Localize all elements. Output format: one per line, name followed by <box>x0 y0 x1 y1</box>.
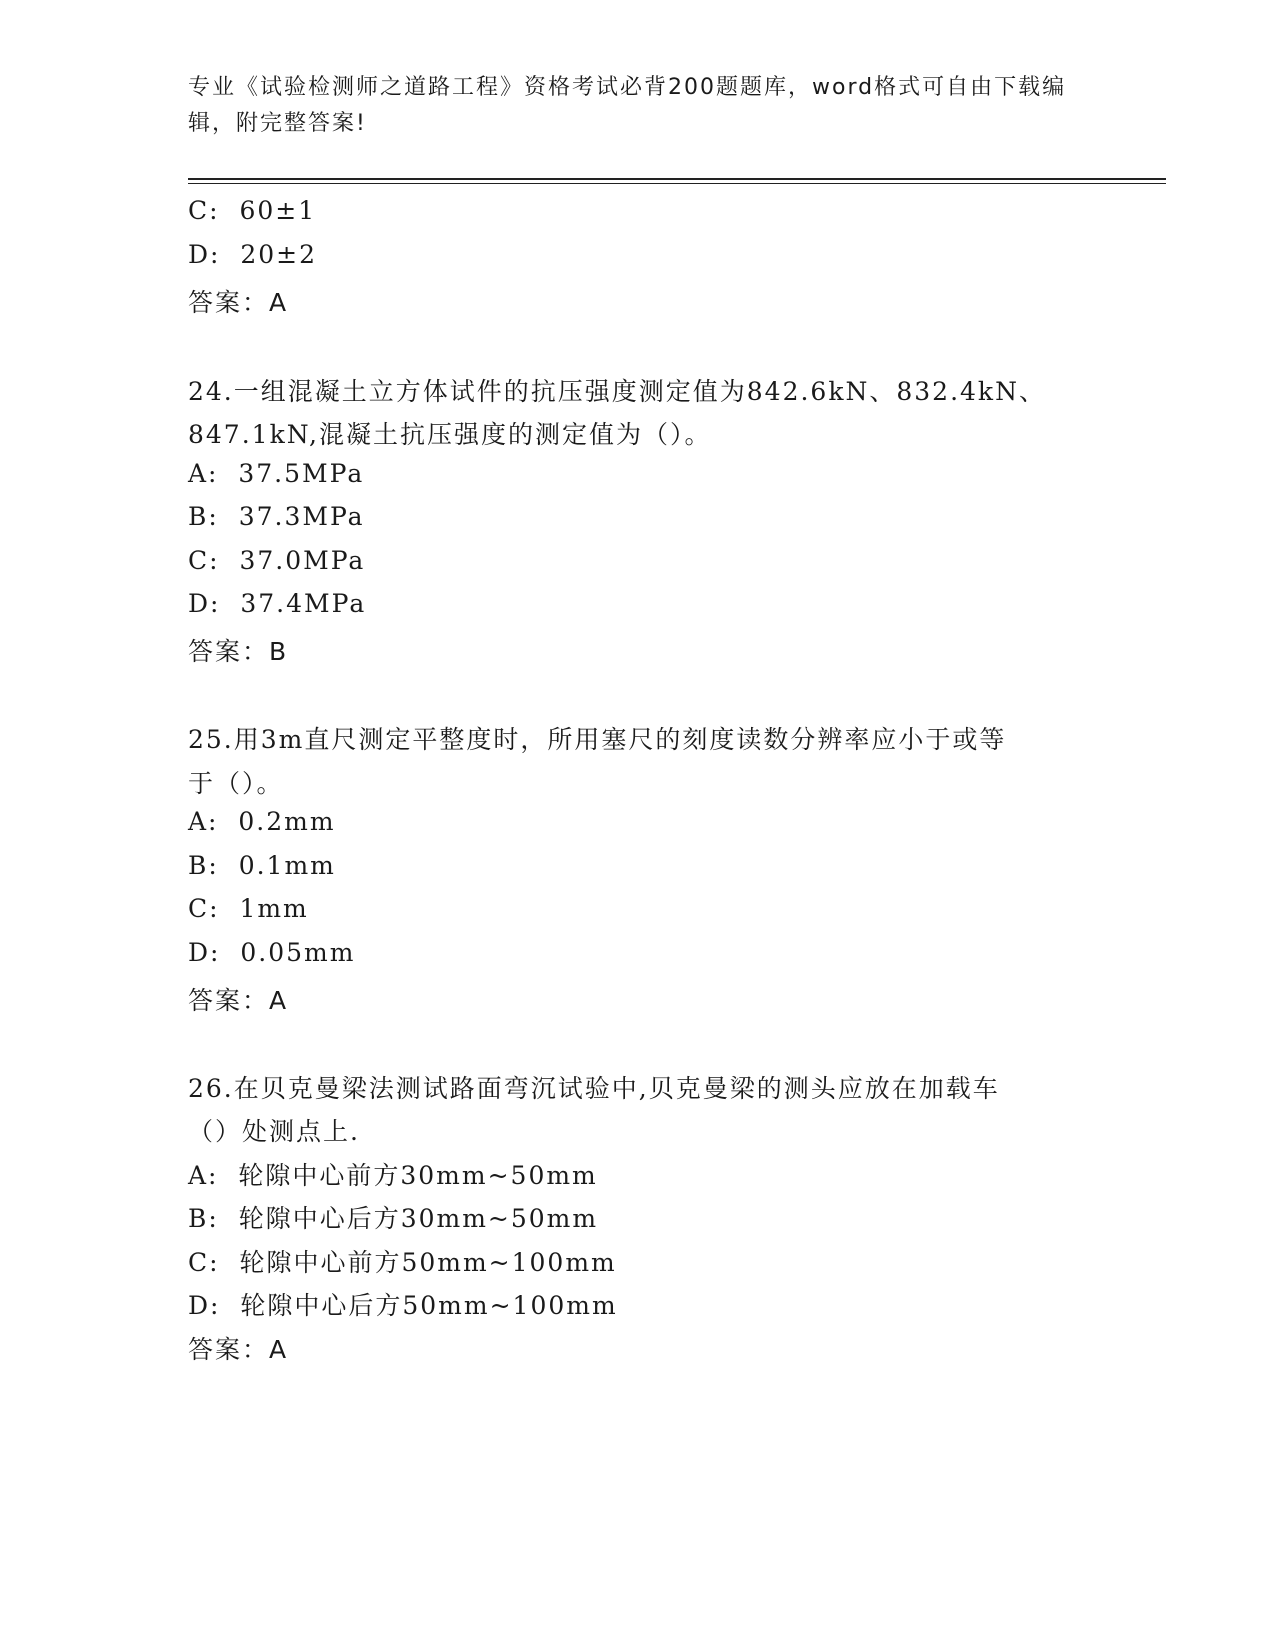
question-26-option-b: B: 轮隙中心后方30mm~50mm <box>188 1204 599 1233</box>
question-24-option-d: D: 37.4MPa <box>188 589 367 618</box>
question-24-option-c: C: 37.0MPa <box>188 546 366 575</box>
question-25-answer: 答案：A <box>188 986 289 1015</box>
question-24-text: 24.一组混凝土立方体试件的抗压强度测定值为842.6kN、832.4kN、 <box>188 377 1046 406</box>
question-25-option-a: A: 0.2mm <box>188 807 336 836</box>
question-26-option-d: D: 轮隙中心后方50mm~100mm <box>188 1291 618 1320</box>
question-25-text-cont: 于（）。 <box>188 769 284 798</box>
question-24-option-b: B: 37.3MPa <box>188 502 365 531</box>
option-c: C: 60±1 <box>188 196 317 225</box>
question-26-answer: 答案：A <box>188 1335 289 1364</box>
question-24-option-a: A: 37.5MPa <box>188 459 365 488</box>
question-26-text: 26.在贝克曼梁法测试路面弯沉试验中,贝克曼梁的测头应放在加载车 <box>188 1074 1000 1103</box>
question-24-text-cont: 847.1kN,混凝土抗压强度的测定值为（）。 <box>188 420 712 449</box>
question-26-option-c: C: 轮隙中心前方50mm~100mm <box>188 1248 617 1277</box>
question-24-answer: 答案：B <box>188 637 289 666</box>
answer-line: 答案：A <box>188 288 289 317</box>
header-divider-thin <box>188 183 1166 184</box>
question-25-option-b: B: 0.1mm <box>188 851 336 880</box>
question-25-option-d: D: 0.05mm <box>188 938 356 967</box>
option-d: D: 20±2 <box>188 240 318 269</box>
question-26-text-cont: （）处测点上. <box>188 1117 360 1146</box>
header-divider-thick <box>188 178 1166 180</box>
question-26-option-a: A: 轮隙中心前方30mm~50mm <box>188 1161 598 1190</box>
document-header: 专业《试验检测师之道路工程》资格考试必背200题题库，word格式可自由下载编辑，附完整答案! <box>188 75 1067 136</box>
question-25-option-c: C: 1mm <box>188 894 309 923</box>
question-25-text: 25.用3m直尺测定平整度时，所用塞尺的刻度读数分辨率应小于或等 <box>188 725 1007 754</box>
